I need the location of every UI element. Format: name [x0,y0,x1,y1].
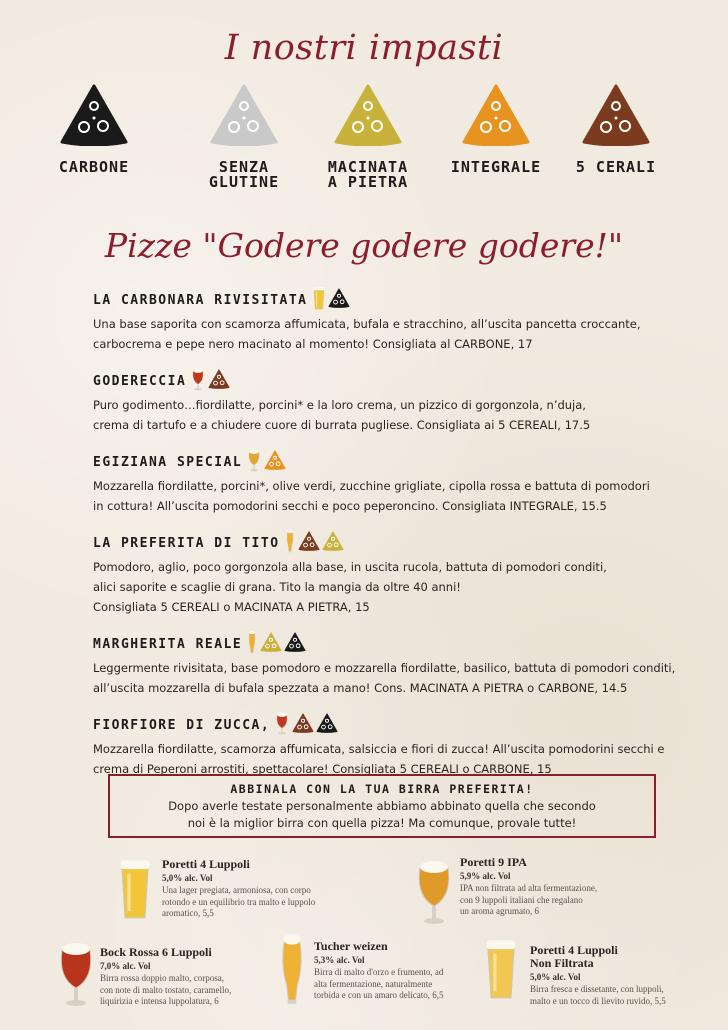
pizza-icons [284,529,346,557]
beer-glass-icon [278,932,306,1010]
section-title-pizze: Pizze "Godere godere godere!" [104,226,624,265]
pizza-slice-icon [581,84,651,146]
menu-item [93,711,683,779]
pizza-description: Pomodoro, aglio, poco gorgonzola alla base, in uscita rucola, battuta di pomodori conditi, alici saporite e scaglie di grana. Tito la mangia da oltre 40 anni! Consigliata 5 CEREALI o MACINATA A PIETRA, 15 [93,560,607,614]
menu-item [93,286,683,354]
beer-alcohol: 5,9% alc. Vol [460,871,511,881]
tulip-glass-red-icon [274,711,290,739]
beer-glass-icon [56,938,96,1012]
dough-senza-glutine [184,84,304,190]
pizza-icons [312,286,352,314]
beer-alcohol: 7,0% alc. Vol [100,961,151,971]
pizza-slice-carbone-icon [328,288,350,312]
pizza-slice-carbone-icon [284,632,306,656]
beer-name: Bock Rossa 6 Luppoli [100,945,212,959]
section-title-impasti: I nostri impasti [224,28,504,68]
beer-description: Birra rossa doppio malto, corposa, con note di malto tostato, caramello, liquirizia e intensa luppolatura, 6 [100,973,232,1006]
beer-description: IPA non filtrata ad alta fermentazione, con 9 luppoli italiani che regalano un aroma agrumato, 6 [460,883,598,916]
beer-description: Birra di malto d'orzo e frumento, ad alta fermentazione, naturalmente torbida e con un amaro delicato, 6,5 [314,967,444,1000]
dough-label: 5 CERALI [575,158,657,176]
dough-label: SENZA GLUTINE [208,158,280,191]
dough-label: CARBONE [58,158,130,176]
pizza-name: FIORFIORE DI ZUCCA, [93,717,271,733]
tulip-glass-gold-icon [246,448,262,476]
pizza-description: Mozzarella fiordilatte, scamorza affumicata, salsiccia e fiori di zucca! All’uscita pomodorini secchi e crema di Peperoni arrostiti, spettacolare! Consigliata 5 CEREALI o CARBONE, 15 [93,742,665,776]
menu-item [93,529,683,617]
pizza-description: Puro godimento…fiordilatte, porcini* e la loro crema, un pizzico di gorgonzola, n’duja, crema di tartufo e a chiudere cuore di burrata pugliese. Consigliata ai 5 CEREALI, 17.5 [93,398,591,432]
pizza-slice-icon [333,84,403,146]
pizza-description: Una base saporita con scamorza affumicata, bufala e stracchino, all’uscita pancetta croccante, carbocrema e pepe nero macinato al momento! Consigliata al CARBONE, 17 [93,317,641,351]
dough-types [60,84,700,204]
pint-glass-icon [312,286,326,314]
pizza-slice-cereali-icon [208,369,230,393]
beer-name: Tucher weizen [314,939,388,953]
pizza-menu [93,286,683,792]
pizza-name: LA CARBONARA RIVISITATA [93,292,308,308]
pizza-slice-icon [461,84,531,146]
beer-glass-icon [484,938,518,1004]
dough-5-cereali [556,84,676,175]
pizza-slice-integrale-icon [264,450,286,474]
pizza-name: GODERECCIA [93,373,187,389]
beer-description: Una lager pregiata, armoniosa, con corpo rotondo e un equilibrio tra malto e luppolo aromatico, 5,5 [162,885,316,918]
beer-description: Birra fresca e dissetante, con luppoli, malto e un tocco di lievito ruvido, 5,5 [530,984,666,1006]
pizza-slice-pietra-icon [260,632,282,656]
dough-label: INTEGRALE [450,158,542,176]
pizza-name: LA PREFERITA DI TITO [93,535,280,551]
weizen-glass-icon [284,529,296,557]
dough-carbone [34,84,154,175]
beer-alcohol: 5,0% alc. Vol [162,873,213,883]
pairing-text: Dopo averle testate personalmente abbiamo abbinato quella che secondo noi è la miglior birra con quella pizza! Ma comunque, provale tutte! [168,799,596,830]
pizza-slice-icon [209,84,279,146]
menu-item [93,448,683,516]
menu-item [93,630,683,698]
beer-alcohol: 5,3% alc. Vol [314,955,365,965]
dough-label: MACINATA A PIETRA [327,158,409,191]
beer-name: Poretti 9 IPA [460,855,527,869]
pizza-slice-pietra-icon [322,531,344,555]
dough-macinata-pietra [308,84,428,190]
pizza-icons [246,630,308,658]
beer-alcohol: 5,0% alc. Vol [530,972,581,982]
beer-glass-icon [414,856,454,930]
pizza-description: Leggermente rivisitata, base pomodoro e mozzarella fiordilatte, basilico, battuta di pomodori conditi, all’uscita mozzarella di bufala spezzata a mano! Cons. MACINATA A PIETRA o CARBONE, 14.5 [93,661,676,695]
pizza-description: Mozzarella fiordilatte, porcini*, olive verdi, zucchine grigliate, cipolla rossa e battuta di pomodori in cottura! All’uscita pomodorini secchi e poco peperoncino. Consigliata INTEGRALE, 15.5 [93,479,650,513]
pizza-icons [274,711,340,739]
beer-name: Poretti 4 Luppoli [162,857,250,871]
tulip-glass-red-icon [190,367,206,395]
pizza-slice-cereali-icon [292,713,314,737]
dough-integrale [436,84,556,175]
pizza-icons [190,367,232,395]
pizza-slice-carbone-icon [316,713,338,737]
pizza-icons [246,448,288,476]
weizen-glass-icon [246,630,258,658]
pairing-box [108,774,656,838]
pizza-name: EGIZIANA SPECIAL [93,454,243,470]
menu-item [93,367,683,435]
beer-glass-icon [118,858,152,924]
pizza-name: MARGHERITA REALE [93,636,243,652]
pairing-title: ABBINALA CON LA TUA BIRRA PREFERITA! [230,782,534,796]
pizza-slice-icon [59,84,129,146]
beer-name: Poretti 4 Luppoli Non Filtrata [530,943,618,970]
pizza-slice-cereali-icon [298,531,320,555]
